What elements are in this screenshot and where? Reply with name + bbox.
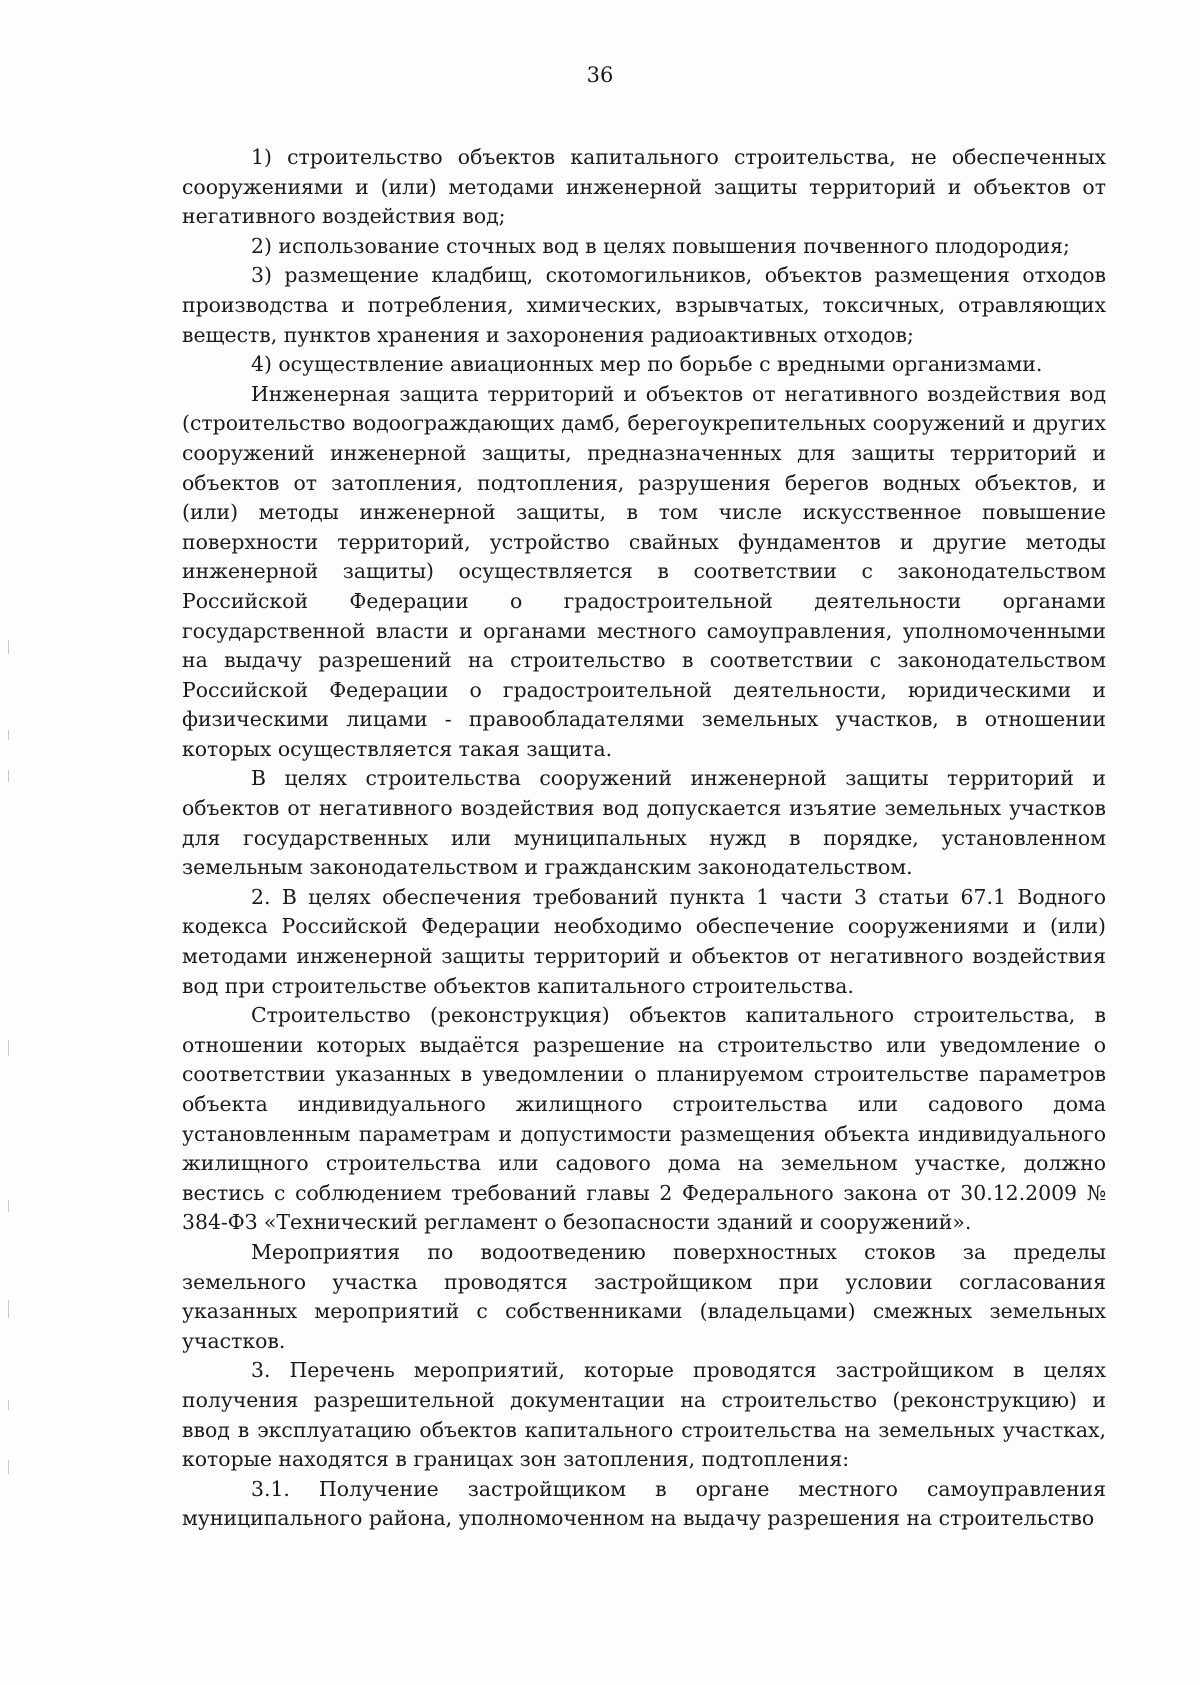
paragraph: В целях строительства сооружений инженерной защиты территорий и объектов от негативного воздействия вод допускается изъятие земельных участков для государственных или муниципальных нужд в порядке, установленном земельным законодательством и гражданским законодательством. bbox=[182, 766, 1106, 880]
paragraph: 3) размещение кладбищ, скотомогильников, объектов размещения отходов производства и потребления, химических, взрывчатых, токсичных, отравляющих веществ, пунктов хранения и захоронения радиоактивных отходов; bbox=[182, 263, 1106, 347]
scan-edge-marks bbox=[8, 640, 12, 1540]
page-number: 36 bbox=[586, 63, 614, 87]
paragraph: 3. Перечень мероприятий, которые проводятся застройщиком в целях получения разрешительной документации на строительство (реконструкцию) и ввод в эксплуатацию объектов капитального строительства на земельных участках, которые находятся в границах зон затопления, подтопления: bbox=[182, 1358, 1106, 1472]
paragraph: Строительство (реконструкция) объектов капитального строительства, в отношении которых выдаётся разрешение на строительство или уведомление о соответствии указанных в уведомлении о планируемом строительстве параметров объекта индивидуального жилищного строительства или садового дома установленным параметрам и допустимости размещения объекта индивидуального жилищного строительства или садового дома на земельном участке, должно вестись с соблюдением требований главы 2 Федерального закона от 30.12.2009 № 384-ФЗ «Технический регламент о безопасности зданий и сооружений». bbox=[182, 1003, 1106, 1235]
document-body bbox=[182, 143, 1106, 1534]
paragraph: 2) использование сточных вод в целях повышения почвенного плодородия; bbox=[251, 233, 1070, 258]
paragraph: Мероприятия по водоотведению поверхностных стоков за пределы земельного участка проводятся застройщиком при условии согласования указанных мероприятий с собственниками (владельцами) смежных земельных участков. bbox=[182, 1239, 1106, 1353]
paragraph: Инженерная защита территорий и объектов от негативного воздействия вод (строительство водоограждающих дамб, берегоукрепительных сооружений и других сооружений инженерной защиты, предназначенных для защиты территорий и объектов от затопления, подтопления, разрушения берегов водных объектов, и (или) методы инженерной защиты, в том числе искусственное повышение поверхности территорий, устройство свайных фундаментов и другие методы инженерной защиты) осуществляется в соответствии с законодательством Российской Федерации о градостроительной деятельности органами государственной власти и органами местного самоуправления, уполномоченными на выдачу разрешений на строительство в соответствии с законодательством Российской Федерации о градостроительной деятельности, юридическими и физическими лицами - правообладателями земельных участков, в отношении которых осуществляется такая защита. bbox=[182, 381, 1106, 761]
paragraph: 2. В целях обеспечения требований пункта 1 части 3 статьи 67.1 Водного кодекса Российской Федерации необходимо обеспечение сооружениями и (или) методами инженерной защиты территорий и объектов от негативного воздействия вод при строительстве объектов капитального строительства. bbox=[182, 884, 1106, 998]
paragraph: 3.1. Получение застройщиком в органе местного самоуправления муниципального района, уполномоченном на выдачу разрешения на строительство bbox=[182, 1476, 1106, 1531]
paragraph: 1) строительство объектов капитального строительства, не обеспеченных сооружениями и (или) методами инженерной защиты территорий и объектов от негативного воздействия вод; bbox=[182, 145, 1106, 229]
paragraph: 4) осуществление авиационных мер по борьбе с вредными организмами. bbox=[251, 352, 1043, 377]
